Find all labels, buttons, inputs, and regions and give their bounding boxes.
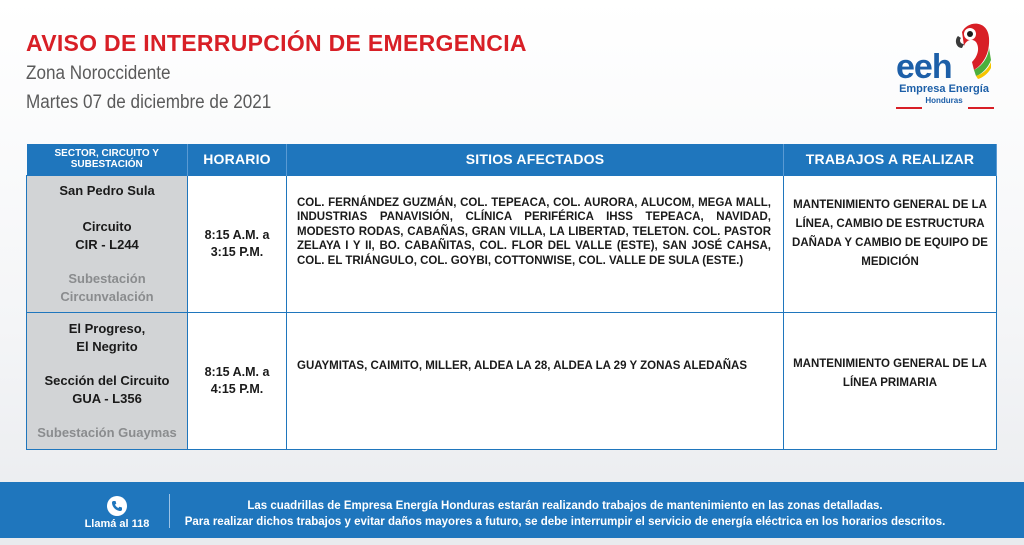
schedule-cell — [188, 175, 287, 312]
works-cell: MANTENIMIENTO GENERAL DE LA LÍNEA, CAMBIO DE ESTRUCTURA DAÑADA Y CAMBIO DE EQUIPO DE MEDICIÓN — [784, 175, 997, 312]
circuit-code: GUA - L356 — [72, 390, 142, 406]
table-row — [27, 175, 997, 312]
footer-bar — [0, 482, 1024, 538]
sector-cell — [27, 175, 188, 312]
footer-line-2: Para realizar dichos trabajos y evitar daños mayores a futuro, se debe interrumpir el servicio de energía eléctrica en los horarios descritos. — [184, 516, 946, 528]
date-subtitle: Martes 07 de diciembre de 2021 — [26, 92, 272, 113]
substation-name: Circunvalación — [60, 288, 154, 304]
time-start: 8:15 A.M. a — [204, 364, 270, 379]
zone-subtitle: Zona Noroccidente — [26, 63, 171, 84]
time-end: 4:15 P.M. — [210, 381, 264, 396]
circuit-code: CIR - L244 — [75, 236, 139, 252]
interruption-table — [26, 144, 997, 450]
footer-divider — [169, 494, 170, 528]
circuit-label: Sección del Circuito — [44, 372, 170, 388]
substation-name: Subestación Guaymas — [37, 424, 177, 440]
time-start: 8:15 A.M. a — [204, 227, 270, 242]
logo-underline-left — [896, 107, 922, 109]
sector-cell — [27, 312, 188, 449]
city-name-2: El Negrito — [76, 338, 138, 354]
page-title: AVISO DE INTERRUPCIÓN DE EMERGENCIA — [26, 30, 527, 56]
schedule-cell — [188, 312, 287, 449]
eeh-logo — [892, 18, 1002, 113]
header-horario: HORARIO — [188, 144, 287, 175]
footer-message — [180, 498, 950, 530]
phone-label[interactable]: Llamá al 118 — [84, 518, 150, 530]
city-name: El Progreso, — [68, 320, 146, 336]
header-sector: SECTOR, CIRCUITO Y SUBESTACIÓN — [27, 144, 188, 175]
affected-sites-cell: GUAYMITAS, CAIMITO, MILLER, ALDEA LA 28, ALDEA LA 29 Y ZONAS ALEDAÑAS — [287, 312, 784, 449]
phone-icon — [107, 496, 127, 516]
logo-underline-right — [968, 107, 994, 109]
logo-country: Honduras — [925, 96, 963, 105]
header-trabajos: TRABAJOS A REALIZAR — [784, 144, 997, 175]
works-cell: MANTENIMIENTO GENERAL DE LA LÍNEA PRIMARIA — [784, 312, 997, 449]
substation-label: Subestación — [68, 270, 146, 286]
table-header-row — [27, 144, 997, 175]
time-end: 3:15 P.M. — [210, 244, 264, 259]
logo-company-name: Empresa Energía — [899, 83, 989, 95]
affected-sites-cell: COL. FERNÁNDEZ GUZMÁN, COL. TEPEACA, COL. AURORA, ALUCOM, MEGA MALL, INDUSTRIAS PANAVISIÓN, CLÍNICA PERIFÉRICA IHSS TEPEACA, NAVIDAD, MODESTO RODAS, CABAÑAS, GRAN VILLA, LA LIBERTAD, TELETON. COL. PASTOR ZELAYA I Y II, BO. CABAÑITAS, COL. FLOR DEL VALLE (ESTE), SAN JOSÉ CAHSA, COL. EL TRIÁNGULO, COL. GOYBI, COTTONWISE, COL. VALLE DE SULA (ESTE.) — [287, 175, 784, 312]
circuit-label: Circuito — [82, 218, 132, 234]
header-sitios: SITIOS AFECTADOS — [287, 144, 784, 175]
table-row — [27, 312, 997, 449]
footer-line-1: Las cuadrillas de Empresa Energía Honduras estarán realizando trabajos de mantenimiento en las zonas detalladas. — [247, 500, 883, 512]
logo-mark-text: eeh — [896, 48, 952, 86]
city-name: San Pedro Sula — [59, 182, 155, 198]
